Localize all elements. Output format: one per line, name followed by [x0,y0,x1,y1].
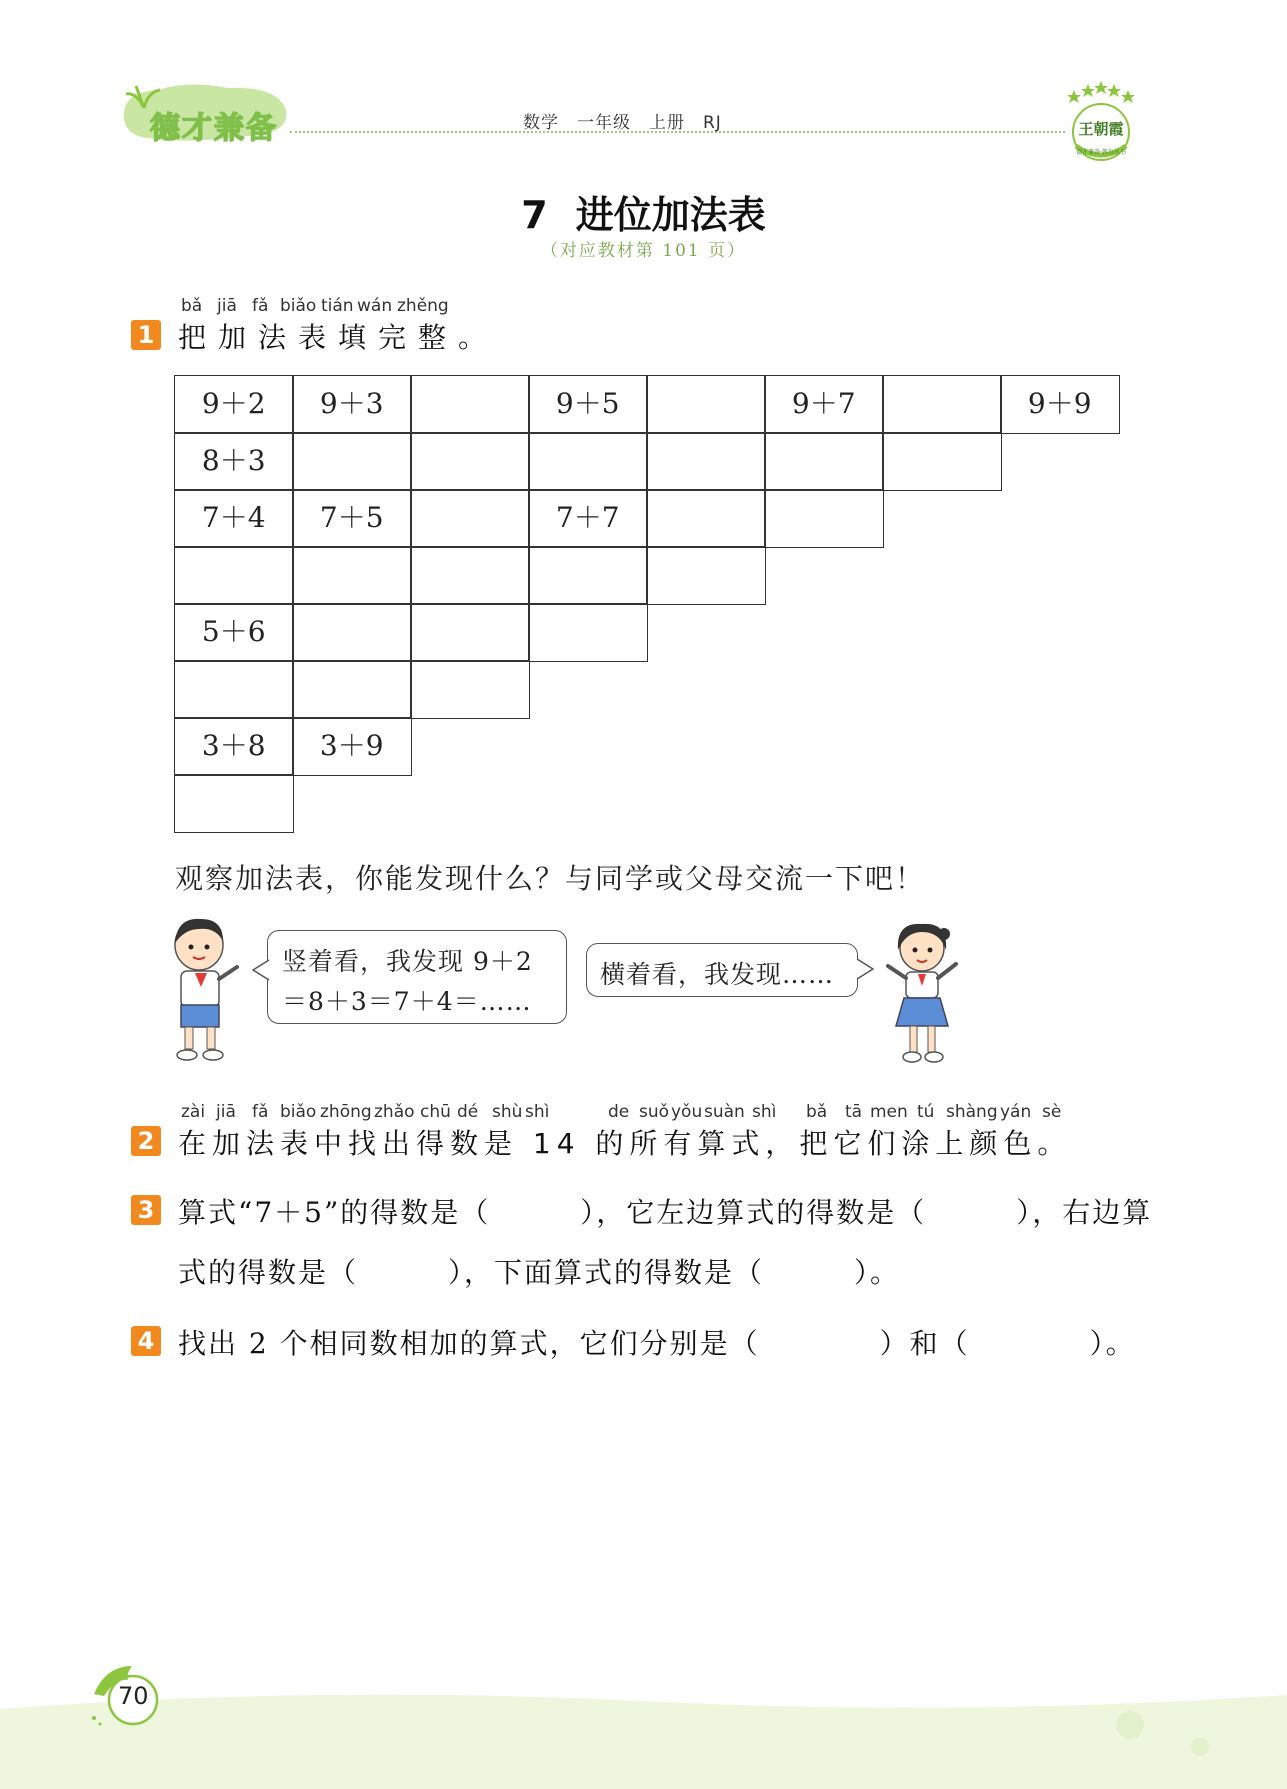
pinyin-syllable: zhōng [320,1102,372,1122]
bubble-right-text: 横着看，我发现…… [600,960,835,989]
table-cell [292,489,412,548]
pinyin-syllable: yán [1000,1102,1032,1122]
pinyin-syllable: bǎ [181,296,203,316]
table-cell [1000,375,1120,434]
pinyin-syllable: suǒ [639,1102,670,1122]
page-number: 70 [118,1682,149,1710]
table-cell-text: 9＋3 [319,387,384,420]
pinyin-syllable: shì [752,1102,777,1122]
q4-number-badge: 4 [131,1326,161,1356]
table-cell [528,489,648,548]
table-cell-text: 9＋5 [555,387,620,420]
table-cell[interactable] [764,432,884,491]
bubble-left-line-2: ＝8＋3＝7＋4＝…… [282,987,532,1016]
pinyin-syllable: bǎ [806,1102,828,1122]
seal-name: 王朝霞 [1078,120,1124,138]
q3-number-badge: 3 [131,1195,161,1225]
table-cell-text: 7＋7 [555,501,620,534]
pinyin-syllable: sè [1042,1102,1062,1122]
table-cell-text: 7＋5 [319,501,384,534]
table-cell[interactable] [528,432,648,491]
pinyin-syllable: tián [321,296,354,316]
table-cell [292,717,412,776]
page-subtitle: （对应教材第 101 页） [540,241,747,261]
table-cell-text: 9＋7 [791,387,856,420]
table-cell[interactable] [646,546,766,605]
page-title [0,184,1287,239]
bubble-left-line-1: 竖着看，我发现 9＋2 [282,947,533,976]
table-cell [174,489,294,548]
q2-text: 在加法表中找出得数是 14 的所有算式，把它们涂上颜色。 [178,1127,1072,1160]
pinyin-syllable: shì [525,1102,550,1122]
pinyin-syllable: chū [420,1102,451,1122]
boy-illustration [163,915,243,1065]
pinyin-syllable: tā [845,1102,863,1122]
pinyin-syllable: biǎo [280,296,317,316]
seal-emblem [1062,80,1140,164]
bubble-tail-right-icon [855,957,875,981]
q4-text: 找出 2 个相同数相加的算式，它们分别是（ ）和（ ）。 [178,1327,1136,1360]
q2-number-badge: 2 [131,1126,161,1156]
table-cell[interactable] [410,546,530,605]
pinyin-syllable: shù [492,1102,523,1122]
table-cell-text: 5＋6 [201,615,266,648]
table-cell[interactable] [410,432,530,491]
table-cell-text: 8＋3 [201,444,266,477]
table-cell [292,375,412,434]
pinyin-syllable: tú [917,1102,935,1122]
table-cell [528,375,648,434]
pinyin-syllable: fǎ [252,296,269,316]
observation-prompt: 观察加法表，你能发现什么？与同学或父母交流一下吧！ [175,862,926,895]
table-cell[interactable] [410,603,530,662]
title-text: 进位加法表 [575,193,766,237]
table-cell[interactable] [646,489,766,548]
pinyin-syllable: jiā [216,1102,236,1122]
q1-text: 把加法表填完整。 [178,321,499,354]
pinyin-syllable: zhěng [397,296,449,316]
table-cell[interactable] [410,489,530,548]
table-cell[interactable] [292,546,412,605]
table-cell [764,375,884,434]
pinyin-syllable: wán [357,296,393,316]
table-cell[interactable] [764,489,884,548]
pinyin-syllable: zài [181,1102,206,1122]
table-cell[interactable] [882,432,1002,491]
pinyin-syllable: shàng [946,1102,998,1122]
pinyin-syllable: yǒu [671,1102,703,1122]
table-cell[interactable] [292,660,412,719]
table-cell-text: 3＋9 [319,729,384,762]
q3-text-line-1: 算式“7＋5”的得数是（ ），它左边算式的得数是（ ），右边算 [178,1196,1153,1229]
pinyin-syllable: men [870,1102,908,1122]
seal-caption: 德才兼备·教育丛书 [1076,149,1126,156]
table-cell-text: 9＋2 [201,387,266,420]
table-cell[interactable] [528,546,648,605]
table-cell [174,717,294,776]
table-cell-text: 7＋4 [201,501,266,534]
table-cell [174,603,294,662]
header-subject: 数学 一年级 上册 RJ [523,113,722,133]
table-cell[interactable] [882,375,1002,434]
q3-text-line-2: 式的得数是（ ），下面算式的得数是（ ）。 [178,1256,901,1289]
q1-number-badge: 1 [131,320,161,350]
table-cell[interactable] [410,660,530,719]
footer-band [0,1685,1287,1789]
table-cell [174,375,294,434]
table-cell[interactable] [174,774,294,833]
table-cell-text: 3＋8 [201,729,266,762]
table-cell[interactable] [646,375,766,434]
title-number: 7 [521,193,548,237]
table-cell[interactable] [292,603,412,662]
bubble-tail-left-icon [251,958,271,982]
table-cell[interactable] [528,603,648,662]
table-cell[interactable] [646,432,766,491]
table-cell[interactable] [292,432,412,491]
pinyin-syllable: zhǎo [374,1102,415,1122]
table-cell-text: 9＋9 [1027,387,1092,420]
pinyin-syllable: fǎ [252,1102,269,1122]
pinyin-syllable: biǎo [280,1102,317,1122]
girl-illustration [880,920,970,1070]
table-cell[interactable] [410,375,530,434]
pinyin-syllable: suàn [704,1102,745,1122]
table-cell[interactable] [174,660,294,719]
table-cell[interactable] [174,546,294,605]
pinyin-syllable: de [608,1102,630,1122]
pinyin-syllable: dé [457,1102,479,1122]
table-cell [174,432,294,491]
pinyin-syllable: jiā [217,296,237,316]
logo-text: 德才兼备 [150,111,278,146]
